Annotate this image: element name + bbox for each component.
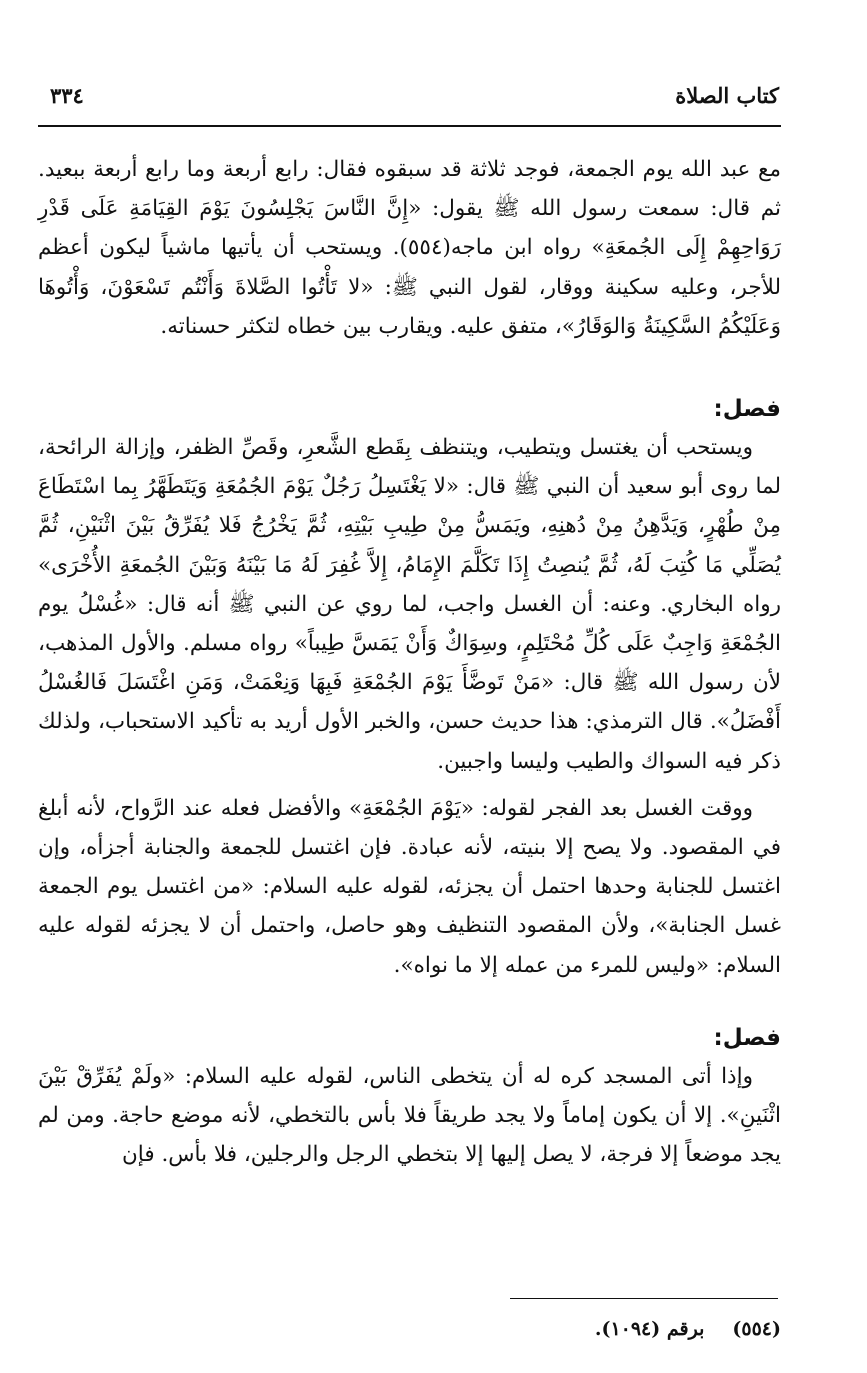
page-body — [38, 150, 781, 1174]
section1-paragraph-2: ووقت الغسل بعد الفجر لقوله: «يَوْمَ الجُمْعَةِ» والأفضل فعله عند الرَّواح، لأنه أبلغ في المقصود. ولا يصح إلا بنيته، لأنه عبادة. فإن اغتسل للجمعة والجنابة أجزأه، وإن اغتسل للجنابة وحدها احتمل أن يجزئه، لقوله عليه السلام: «من اغتسل يوم الجمعة غسل الجنابة»، ولأن المقصود التنظيف وهو حاصل، واحتمل أن لا يجزئه لقوله عليه السلام: «وليس للمرء من عمله إلا ما نواه». — [38, 795, 781, 978]
section1-paragraph-1: ويستحب أن يغتسل ويتطيب، ويتنظف بِقَطع الشَّعرِ، وقَصِّ الظفر، وإزالة الرائحة، لما روى أبو سعيد أن النبي ﷺ قال: «لا يَغْتَسِلُ رَجُلٌ يَوْمَ الجُمُعَةِ وَيَتَطَهَّرُ بِما اسْتَطَاعَ مِنْ طُهْرٍ، وَيَدَّهِنُ مِنْ دُهنِهِ، ويَمَسُّ مِنْ طِيبِ بَيْتِهِ، ثُمَّ يَخْرُجُ فَلا يُفَرِّقُ بَيْنَ اثْنَيْنِ، ثُمَّ يُصَلِّي مَا كُتِبَ لَهُ، ثُمَّ يُنصِتُ إِذَا تَكَلَّمَ الإِمَامُ، إِلاَّ غُفِرَ لَهُ مَا بَيْنَهُ وَبَيْنَ الجُمعَةِ الأُخْرَى» رواه البخاري. وعنه: أن الغسل واجب، لما روي عن النبي ﷺ أنه قال: «غُسْلُ يوم الجُمْعَةِ وَاجِبٌ عَلَى كُلِّ مُحْتَلِمٍ، وسِوَاكٌ وَأَنْ يَمَسَّ طِيباً» رواه مسلم. والأول المذهب، لأن رسول الله ﷺ قال: «مَنْ تَوضَّأَ يَوْمَ الجُمْعَةِ فَبِهَا وَنِعْمَتْ، وَمَنِ اغْتَسَلَ فَالغُسْلُ أَفْضَلُ». قال الترمذي: هذا حديث حسن، والخبر الأول أريد به تأكيد الاستحباب، ولذلك ذكر فيه السواك والطيب وليسا واجبين. — [38, 435, 781, 774]
footnote-number: (٥٥٤) — [732, 1318, 781, 1340]
footnote-text: برقم (١٠٩٤). — [594, 1318, 705, 1340]
opening-paragraph: مع عبد الله يوم الجمعة، فوجد ثلاثة قد سبقوه فقال: رابع أربعة وما رابع أربعة ببعيد. ثم قال: سمعت رسول الله ﷺ يقول: «إِنَّ النَّاسَ يَجْلِسُونَ يَوْمَ القِيَامَةِ عَلَى قَدْرِ رَوَاحِهِمْ إِلَى الجُمعَةِ» رواه ابن ماجه(٥٥٤). ويستحب أن يأتيها ماشياً ليكون أعظم للأجر، وعليه سكينة ووقار، لقول النبي ﷺ: «لا تَأْتُوا الصَّلاةَ وَأَنْتُم تَسْعَوْنَ، وَأْتُوهَا وَعَلَيْكُمُ السَّكِينَةُ وَالوَقَارُ»، متفق عليه. ويقارب بين خطاه لتكثر حسناته. — [38, 157, 781, 339]
section2-paragraph-1: وإذا أتى المسجد كره له أن يتخطى الناس، لقوله عليه السلام: «ولَمْ يُفَرِّقْ بَيْنَ اثْنَينِ». إلا أن يكون إماماً ولا يجد طريقاً فلا بأس بالتخطي، لأنه موضع حاجة. ومن لم يجد موضعاً إلا فرجة، لا يصل إليها إلا بتخطي الرجل والرجلين، فلا بأس. فإن — [38, 1063, 781, 1168]
section-heading-1: فصل: — [713, 396, 781, 423]
page-header — [40, 78, 779, 108]
page-number: ٣٣٤ — [50, 83, 84, 108]
header-rule — [38, 125, 781, 127]
running-title: كتاب الصلاة — [675, 83, 779, 108]
footnote-rule — [510, 1298, 778, 1299]
section-heading-2: فصل: — [713, 1024, 781, 1051]
footnote — [595, 1318, 781, 1340]
